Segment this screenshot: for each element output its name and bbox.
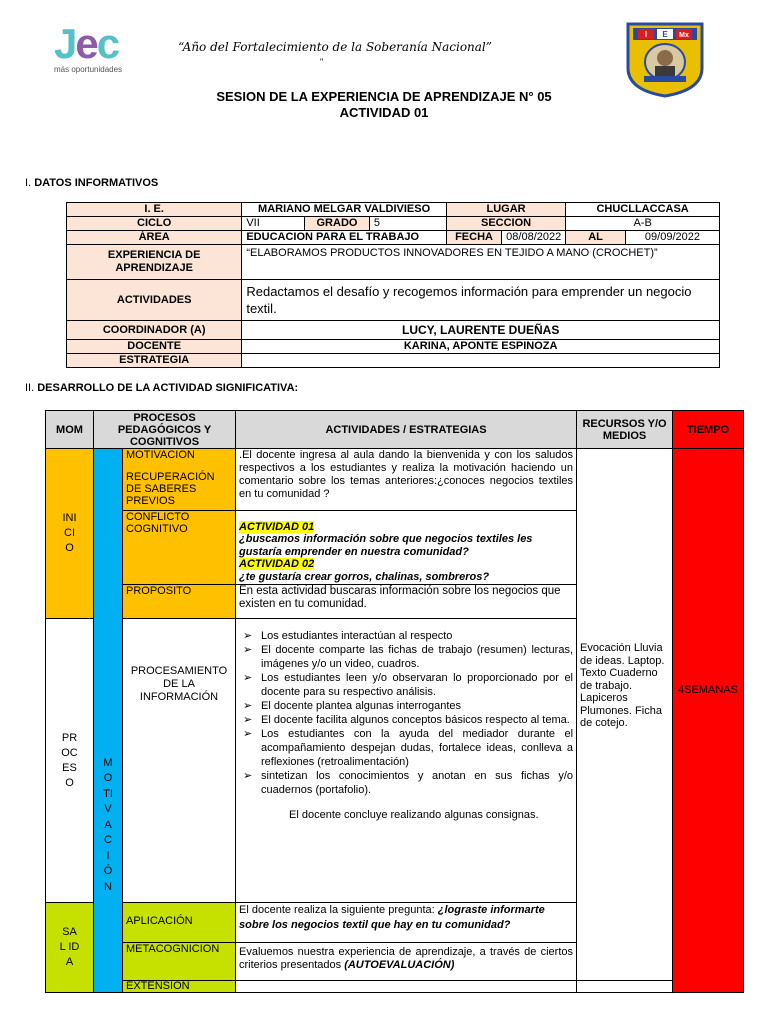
- act-meta-pre: Evaluemos nuestra experiencia de aprendizaje, a través de ciertos criterios presentados: [239, 946, 574, 971]
- estrategia-label: ESTRATEGIA: [67, 354, 242, 368]
- school-crest: [620, 18, 710, 98]
- header-tiempo: TIEMPO: [673, 411, 744, 449]
- act-conflicto: [236, 511, 577, 585]
- proceso-list: [239, 629, 573, 797]
- jec-logo-text: Jec: [54, 20, 119, 67]
- proc-motivacion: MOTIVACION: [126, 449, 195, 461]
- act-concluye: El docente concluye realizando algunas consignas.: [289, 809, 539, 821]
- act-value: Redactamos el desafío y recogemos información para emprender un negocio textil.: [242, 280, 720, 321]
- recursos-extension: [577, 981, 673, 993]
- proceso-item: ➢ Los estudiantes interactúan al respecto: [261, 629, 573, 643]
- tiempo-value: 4SEMANAS: [678, 684, 738, 696]
- proceso-item: ➢ Los estudiantes leen y/o observaran lo proporcionado por el docente para su respectivo análisis.: [261, 671, 573, 699]
- proc-metacognicion: METACOGNICION: [123, 943, 236, 981]
- act-label: ACTIVIDADES: [67, 280, 242, 321]
- session-title: SESION DE LA EXPERIENCIA DE APRENDIZAJE N° 05: [216, 89, 552, 104]
- development-table: [45, 410, 744, 993]
- grado-value: 5: [369, 217, 446, 231]
- area-value: EDUCACION PARA EL TRABAJO: [242, 231, 447, 245]
- jec-logo-sub: más oportunidades: [54, 65, 123, 74]
- section-2-num: II.: [25, 382, 35, 394]
- act-activity-01: ACTIVIDAD 01: [239, 520, 315, 533]
- seccion-value: A-B: [566, 217, 720, 231]
- act-aplicacion-pre: El docente realiza la siguiente pregunta:: [239, 904, 438, 916]
- act-aplicacion: [236, 903, 577, 943]
- section-1-heading: [25, 177, 158, 189]
- proceso-item: ➢ El docente facilita algunos conceptos básicos respecto al tema.: [261, 713, 573, 727]
- seccion-label: SECCION: [446, 217, 565, 231]
- act-metacognicion: [236, 943, 577, 981]
- act-aplicacion-question: ¿lograste informarte sobre los negocios textil que hay en tu comunidad?: [239, 904, 545, 931]
- coord-value: LUCY, LAURENTE DUEÑAS: [242, 321, 720, 340]
- mom-salida-label: SA L IDA: [59, 926, 80, 968]
- header-procesos: PROCESOS PEDAGÓGICOS Y COGNITIVOS: [94, 411, 236, 449]
- mom-salida: [46, 903, 94, 993]
- coord-label: COORDINADOR (A): [67, 321, 242, 340]
- al-label: AL: [566, 231, 626, 245]
- act-proceso: [236, 619, 577, 903]
- estrategia-value: [242, 354, 720, 368]
- proc-conflicto: CONFLICTO COGNITIVO: [123, 511, 236, 585]
- proceso-item: ➢ El docente plantea algunas interrogantes: [261, 699, 573, 713]
- area-label: ÁREA: [67, 231, 242, 245]
- proceso-item: ➢ El docente comparte las fichas de trabajo (resumen) lecturas, imágenes y/o un video, cuadros.: [261, 643, 573, 671]
- section-1-label: DATOS INFORMATIVOS: [34, 177, 159, 189]
- proc-motivacion-cell: [123, 449, 236, 511]
- mom-inicio: [46, 449, 94, 619]
- crest-letter-e: E: [662, 30, 668, 39]
- act-activity-02: ACTIVIDAD 02: [239, 558, 315, 570]
- act-extension: [236, 981, 577, 993]
- mom-proceso-label: PR OC ES O: [61, 731, 78, 789]
- act-motivacion: .El docente ingresa al aula dando la bienvenida y con los saludos respectivos a los estudiantes y realiza la motivación haciendo un comentario sobre los temas anteriores:¿conoces negocios textiles en tu comunidad ?: [236, 449, 577, 511]
- tiempo-cell: [673, 449, 744, 993]
- section-2-heading: [25, 382, 298, 394]
- exp-label: EXPERIENCIA DE APRENDIZAJE: [67, 245, 242, 280]
- motivacion-vertical-label: MOTIVACIÓN: [103, 756, 113, 893]
- mom-inicio-label: INI CI O: [62, 512, 77, 554]
- grado-label: GRADO: [305, 217, 370, 231]
- act-meta-bold: (AUTOEVALUACIÓN): [344, 959, 455, 971]
- al-value: 09/09/2022: [625, 231, 719, 245]
- exp-value: “ELABORAMOS PRODUCTOS INNOVADORES EN TEJIDO A MANO (CROCHET)”: [242, 245, 720, 280]
- section-1-num: I.: [25, 177, 32, 189]
- docente-value: KARINA, APONTE ESPINOZA: [242, 340, 720, 354]
- header-recursos: RECURSOS Y/O MEDIOS: [577, 411, 673, 449]
- ciclo-label: CICLO: [67, 217, 242, 231]
- proc-proposito: PROPOSITO: [123, 585, 236, 619]
- ie-value: MARIANO MELGAR VALDIVIESO: [242, 203, 447, 217]
- act-proposito: En esta actividad buscaras información sobre los negocios que existen en tu comunidad.: [236, 585, 577, 619]
- act-question-1: ¿buscamos información sobre que negocios textiles les gustaría emprender en nuestra comunidad?: [239, 533, 533, 558]
- proceso-item: ➢ sintetizan los conocimientos y anotan en sus fichas y/o cuadernos (portafolio).: [261, 769, 573, 797]
- lugar-value: CHUCLLACCASA: [566, 203, 720, 217]
- activity-title: ACTIVIDAD 01: [339, 105, 429, 120]
- proc-extension: EXTENSION: [123, 981, 236, 993]
- proc-procesamiento: PROCESAMIENTO DE LA INFORMACIÓN: [123, 619, 236, 903]
- fecha-value: 08/08/2022: [502, 231, 566, 245]
- docente-label: DOCENTE: [67, 340, 242, 354]
- mom-proceso: [46, 619, 94, 903]
- motto: “Año del Fortalecimiento de la Soberanía Nacional”: [178, 40, 492, 54]
- lugar-label: LUGAR: [446, 203, 565, 217]
- motivacion-vertical: [94, 449, 123, 993]
- recursos-cell: Evocación Lluvia de ideas. Laptop. Texto Cuaderno de trabajo. Lapiceros Plumones. Ficha de cotejo.: [577, 449, 673, 981]
- fecha-label: FECHA: [446, 231, 501, 245]
- crest-letter-mx: Mx: [679, 32, 689, 39]
- info-table: [66, 202, 720, 368]
- proc-recuperacion: RECUPERACIÓN DE SABERES PREVIOS: [126, 471, 215, 507]
- proc-aplicacion: APLICACIÓN: [123, 903, 236, 943]
- crest-letter-i: I: [644, 30, 648, 39]
- section-2-label: DESARROLLO DE LA ACTIVIDAD SIGNIFICATIVA:: [37, 382, 299, 394]
- header-actividades: ACTIVIDADES / ESTRATEGIAS: [236, 411, 577, 449]
- motto-mark: ": [320, 57, 324, 67]
- act-question-2: ¿te gustaría crear gorros, chalinas, sombreros?: [239, 570, 490, 583]
- ie-label: I. E.: [67, 203, 242, 217]
- proceso-item: ➢ Los estudiantes con la ayuda del mediador durante el acompañamiento despejan dudas, fortalece ideas, conlleva a reflexiones (retroalimentación): [261, 727, 573, 769]
- ciclo-value: VII: [242, 217, 305, 231]
- jec-logo: [54, 20, 144, 74]
- header-mom: MOM: [46, 411, 94, 449]
